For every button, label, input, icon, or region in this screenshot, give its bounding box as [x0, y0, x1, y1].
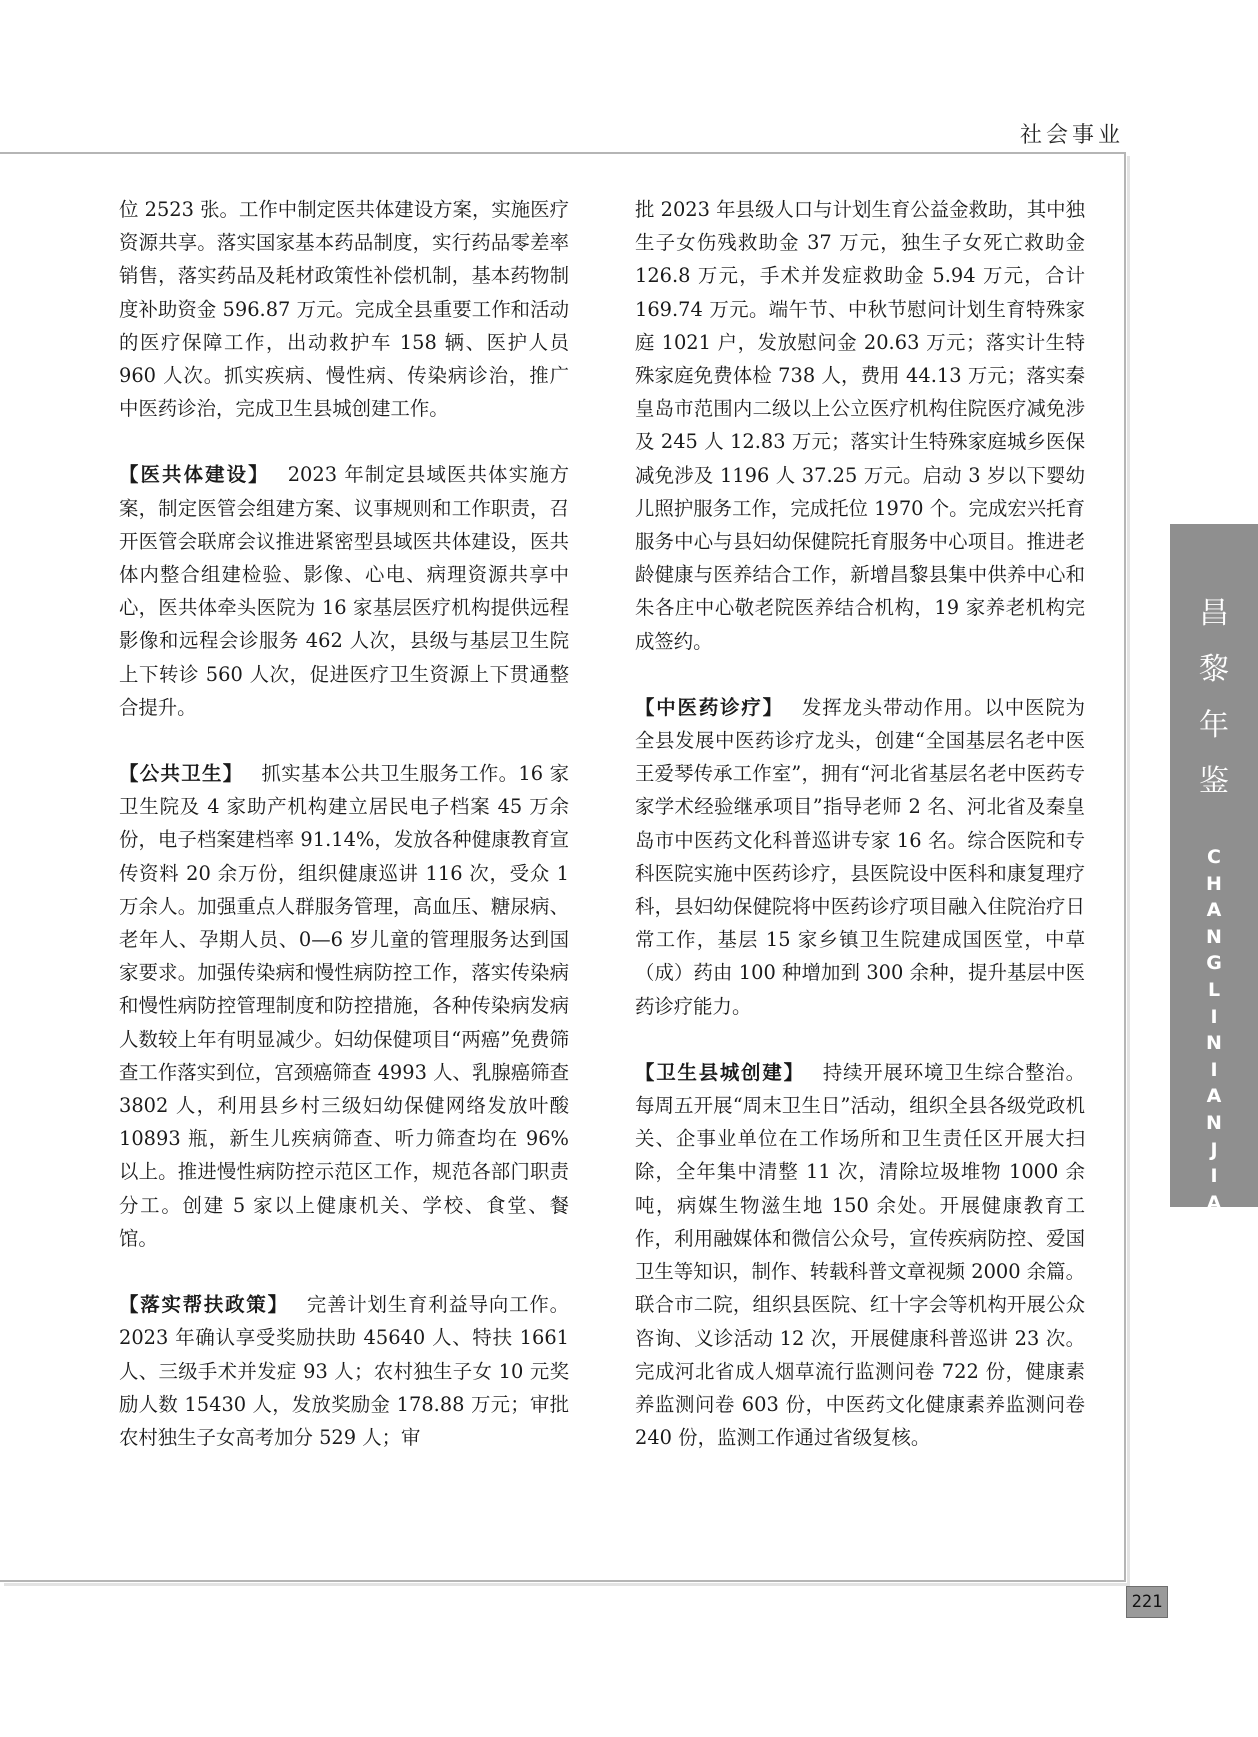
side-tab-letter: I: [1210, 1058, 1218, 1081]
section-title: 社会事业: [1020, 123, 1125, 148]
section-public-health: [119, 757, 569, 1255]
section-heading: 【落实帮扶政策】: [119, 1293, 289, 1317]
paragraph-intro: 位 2523 张。工作中制定医共体建设方案，实施医疗资源共享。落实国家基本药品制度，实行药品零差率销售，落实药品及耗材政策性补偿机制，基本药物制度补助资金 596.87 万元。完成全县重要工作和活动的医疗保障工作，出动救护车 158 辆、医护人员 960 人次。抓实疾病、慢性病、传染病诊治，推广中医药诊治，完成卫生县城创建工作。: [119, 198, 569, 421]
side-tab-letter: N: [1206, 1111, 1222, 1134]
side-tab-cn-char: 年: [1199, 708, 1229, 743]
side-tab-letter: I: [1210, 1165, 1218, 1188]
section-heading: 【中医药诊疗】: [635, 695, 784, 719]
frame-top-border: [0, 152, 1126, 154]
side-tab-letter: G: [1206, 952, 1222, 975]
side-tab-cn-char: 昌: [1199, 596, 1229, 631]
left-column: [119, 193, 569, 1454]
right-column: [635, 193, 1085, 1454]
side-tab-letter: A: [1206, 1085, 1222, 1108]
section-sanitary-county: [635, 1056, 1085, 1454]
side-tab-letter: J: [1210, 1138, 1218, 1161]
section-body: 发挥龙头带动作用。以中医院为全县发展中医药诊疗龙头，创建“全国基层名老中医王爱琴传承工作室”，拥有“河北省基层名老中医药专家学术经验继承项目”指导老师 2 名、河北省及秦皇岛市中医药文化科普巡讲专家 16 名。综合医院和专科医院实施中医药诊疗，县医院设中医科和康复理疗科，县妇幼保健院将中医药诊疗项目融入住院治疗日常工作，基层 15 家乡镇卫生院建成国医堂，中草（成）药由 100 种增加到 300 余种，提升基层中医药诊疗能力。: [635, 695, 1086, 1018]
section-heading: 【卫生县城创建】: [635, 1060, 805, 1084]
side-tab-letter: H: [1206, 872, 1222, 895]
section-body: 抓实基本公共卫生服务工作。16 家卫生院及 4 家助产机构建立居民电子档案 45 万余份，电子档案建档率 91.14%，发放各种健康教育宣传资料 20 余万份，组织健康巡讲 116 次，受众 1 万余人。加强重点人群服务管理，高血压、糖尿病、老年人、孕期人员、0—6 岁儿童的管理服务达到国家要求。加强传染病和慢性病防控工作，落实传染病和慢性病防控管理制度和防控措施，各种传染病发病人数较上年有明显减少。妇幼保健项目“两癌”免费筛查工作落实到位，宫颈癌筛查 4993 人、乳腺癌筛查 3802 人，利用县乡村三级妇幼保健网络发放叶酸 10893 瓶，新生儿疾病筛查、听力筛查均在 96% 以上。推进慢性病防控示范区工作，规范各部门职责分工。创建 5 家以上健康机关、学校、食堂、餐馆。: [119, 762, 569, 1250]
side-tab-letter: I: [1210, 1005, 1218, 1028]
side-tab-cn-char: 鉴: [1199, 764, 1229, 799]
side-tab-chinese-title: [1170, 586, 1258, 810]
section-medical-alliance: [119, 458, 569, 724]
section-body: 完善计划生育利益导向工作。2023 年确认享受奖励扶助 45640 人、特扶 1661 人、三级手术并发症 93 人；农村独生子女 10 元奖励人数 15430 人，发放奖励金 178.88 万元；审批农村独生子女高考加分 529 人；审: [119, 1293, 569, 1449]
side-tab-letter: N: [1206, 925, 1222, 948]
side-tab-yearbook: [1170, 524, 1258, 1241]
side-tab-letter: A: [1206, 1191, 1222, 1214]
section-heading: 【医共体建设】: [119, 463, 270, 487]
side-tab-pinyin-title: [1170, 844, 1258, 1243]
section-tcm-treatment: [635, 691, 1085, 1023]
frame-bottom-border: [0, 1580, 1126, 1582]
side-tab-letter: L: [1207, 978, 1221, 1001]
section-body: 2023 年制定县域医共体实施方案，制定医管会组建方案、议事规则和工作职责，召开医管会联席会议推进紧密型县域医共体建设，医共体内整合组建检验、影像、心电、病理资源共享中心，医共体牵头医院为 16 家基层医疗机构提供远程影像和远程会诊服务 462 人次，县级与基层卫生院上下转诊 560 人次，促进医疗卫生资源上下贯通整合提升。: [119, 463, 570, 719]
paragraph-continued: 批 2023 年县级人口与计划生育公益金救助，其中独生子女伤残救助金 37 万元，独生子女死亡救助金 126.8 万元，手术并发症救助金 5.94 万元，合计 169.74 万元。端午节、中秋节慰问计划生育特殊家庭 1021 户，发放慰问金 20.63 万元；落实计生特殊家庭免费体检 738 人，费用 44.13 万元；落实秦皇岛市范围内二级以上公立医疗机构住院医疗减免涉及 245 人 12.83 万元；落实计生特殊家庭城乡医保减免涉及 1196 人 37.25 万元。启动 3 岁以下婴幼儿照护服务工作，完成托位 1970 个。完成宏兴托育服务中心与县妇幼保健院托育服务中心项目。推进老龄健康与医养结合工作，新增昌黎县集中供养中心和朱各庄中心敬老院医养结合机构，19 家养老机构完成签约。: [635, 198, 1085, 653]
page-number: 221: [1126, 1586, 1168, 1618]
section-body: 持续开展环境卫生综合整治。每周五开展“周末卫生日”活动，组织全县各级党政机关、企事业单位在工作场所和卫生责任区开展大扫除，全年集中清整 11 次，清除垃圾堆物 1000 余吨，病媒生物滋生地 150 余处。开展健康教育工作，利用融媒体和微信公众号，宣传疾病防控、爱国卫生等知识，制作、转载科普文章视频 2000 余篇。联合市二院，组织县医院、红十字会等机构开展公众咨询、义诊活动 12 次，开展健康科普巡讲 23 次。完成河北省成人烟草流行监测问卷 722 份，健康素养监测问卷 603 份，中医药文化健康素养监测问卷 240 份，监测工作通过省级复核。: [635, 1060, 1085, 1450]
frame-shadow-bottom: [4, 1583, 1130, 1586]
side-tab-letter: N: [1206, 1032, 1222, 1055]
section-support-policy: [119, 1288, 569, 1454]
side-tab-letter: N: [1206, 1218, 1222, 1241]
frame-shadow-right: [1127, 156, 1130, 1584]
side-tab-letter: C: [1207, 846, 1221, 868]
section-heading: 【公共卫生】: [119, 762, 244, 786]
frame-right-border: [1124, 152, 1126, 1582]
side-tab-letter: A: [1206, 899, 1222, 922]
side-tab-cn-char: 黎: [1199, 652, 1229, 687]
